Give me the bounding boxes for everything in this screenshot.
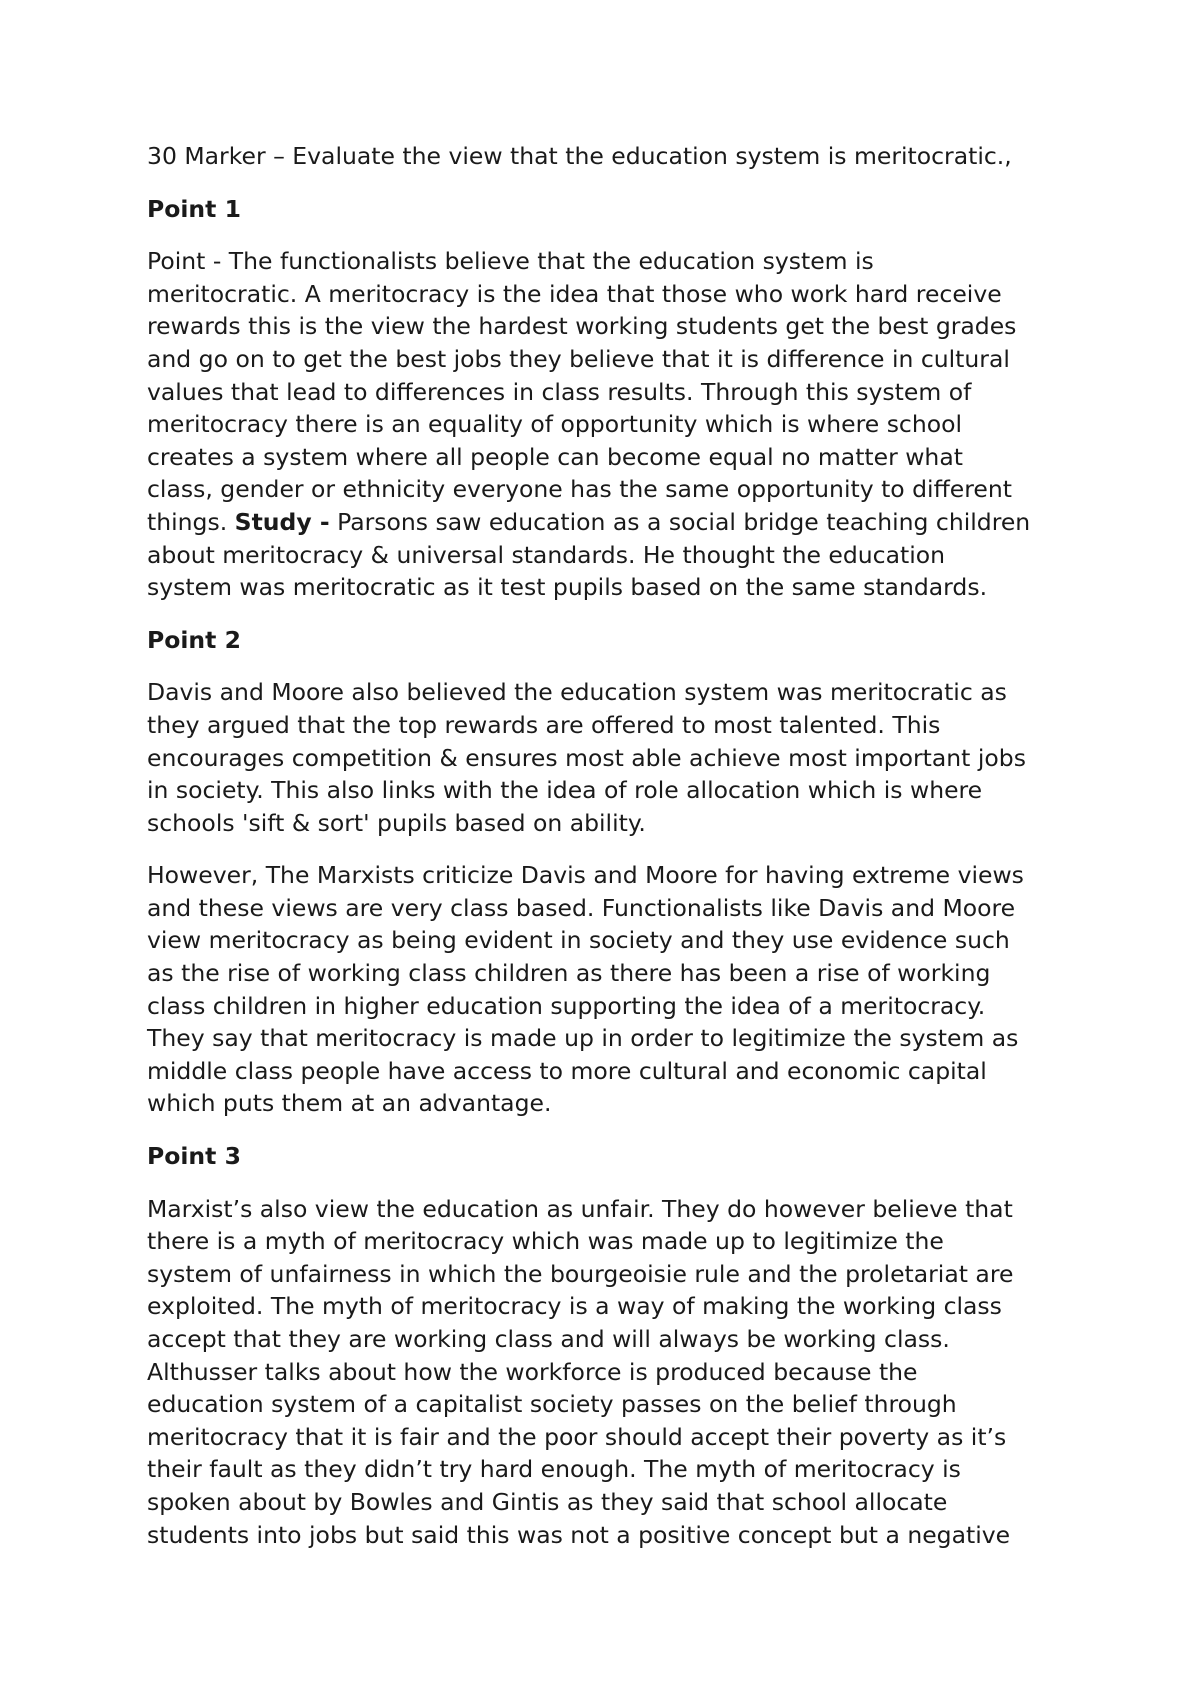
text-line: there is a myth of meritocracy which was made up to legitimize the	[147, 1227, 944, 1256]
study-line-rest: Parsons saw education as a social bridge teaching children	[329, 507, 1031, 536]
paragraph-point-3	[147, 1193, 1077, 1552]
paragraph-point-2b	[147, 859, 1077, 1120]
text-line: creates a system where all people can become equal no matter what	[147, 442, 963, 471]
section-heading-point-3: Point 3	[147, 1142, 241, 1171]
section-heading-point-2: Point 2	[147, 625, 241, 654]
title-line: 30 Marker – Evaluate the view that the education system is meritocratic.,	[147, 142, 1012, 170]
document-title	[147, 140, 1077, 173]
text-line: students into jobs but said this was not a positive concept but a negative	[147, 1520, 1011, 1549]
text-line: they argued that the top rewards are offered to most talented. This	[147, 710, 941, 739]
text-line: values that lead to differences in class results. Through this system of	[147, 377, 972, 406]
text-line: view meritocracy as being evident in society and they use evidence such	[147, 926, 1010, 955]
text-line: class children in higher education supporting the idea of a meritocracy.	[147, 991, 986, 1020]
text-line: meritocracy that it is fair and the poor should accept their poverty as it’s	[147, 1422, 1007, 1451]
text-line: their fault as they didn’t try hard enough. The myth of meritocracy is	[147, 1455, 961, 1484]
document-page	[147, 140, 1077, 1571]
text-line: education system of a capitalist society passes on the belief through	[147, 1390, 957, 1419]
text-line: which puts them at an advantage.	[147, 1089, 552, 1118]
text-line: about meritocracy & universal standards. He thought the education	[147, 540, 946, 569]
text-line: as the rise of working class children as there has been a rise of working	[147, 959, 991, 988]
text-line: Point - The functionalists believe that the education system is	[147, 247, 874, 276]
text-line: Marxist’s also view the education as unfair. They do however believe that	[147, 1194, 1013, 1223]
text-line: rewards this is the view the hardest working students get the best grades	[147, 312, 1017, 341]
text-line: class, gender or ethnicity everyone has the same opportunity to different	[147, 475, 1012, 504]
text-line: and these views are very class based. Functionalists like Davis and Moore	[147, 893, 1016, 922]
study-label: Study -	[234, 507, 330, 536]
text-line: schools 'sift & sort' pupils based on ability.	[147, 808, 646, 837]
text-line: spoken about by Bowles and Gintis as they said that school allocate	[147, 1487, 948, 1516]
text-line: exploited. The myth of meritocracy is a way of making the working class	[147, 1292, 1002, 1321]
text-line: Althusser talks about how the workforce is produced because the	[147, 1357, 918, 1386]
section-heading-point-1: Point 1	[147, 194, 241, 223]
text-line: They say that meritocracy is made up in order to legitimize the system as	[147, 1024, 1019, 1053]
text-line: encourages competition & ensures most able achieve most important jobs	[147, 743, 1026, 772]
paragraph-point-2a	[147, 676, 1077, 839]
text-line: meritocratic. A meritocracy is the idea that those who work hard receive	[147, 279, 1002, 308]
text-line-study	[147, 506, 1077, 539]
paragraph-point-1	[147, 245, 1077, 604]
text-line: in society. This also links with the idea of role allocation which is where	[147, 776, 983, 805]
text-line: middle class people have access to more cultural and economic capital	[147, 1056, 987, 1085]
text-line: Davis and Moore also believed the education system was meritocratic as	[147, 678, 1007, 707]
text-line: system of unfairness in which the bourgeoisie rule and the proletariat are	[147, 1259, 1014, 1288]
text-line: system was meritocratic as it test pupils based on the same standards.	[147, 573, 988, 602]
text-line: However, The Marxists criticize Davis and Moore for having extreme views	[147, 861, 1024, 890]
text-line: accept that they are working class and will always be working class.	[147, 1325, 950, 1353]
text-line: and go on to get the best jobs they believe that it is difference in cultural	[147, 344, 1010, 373]
study-line-prefix: things.	[147, 507, 235, 536]
text-line: meritocracy there is an equality of opportunity which is where school	[147, 410, 963, 439]
